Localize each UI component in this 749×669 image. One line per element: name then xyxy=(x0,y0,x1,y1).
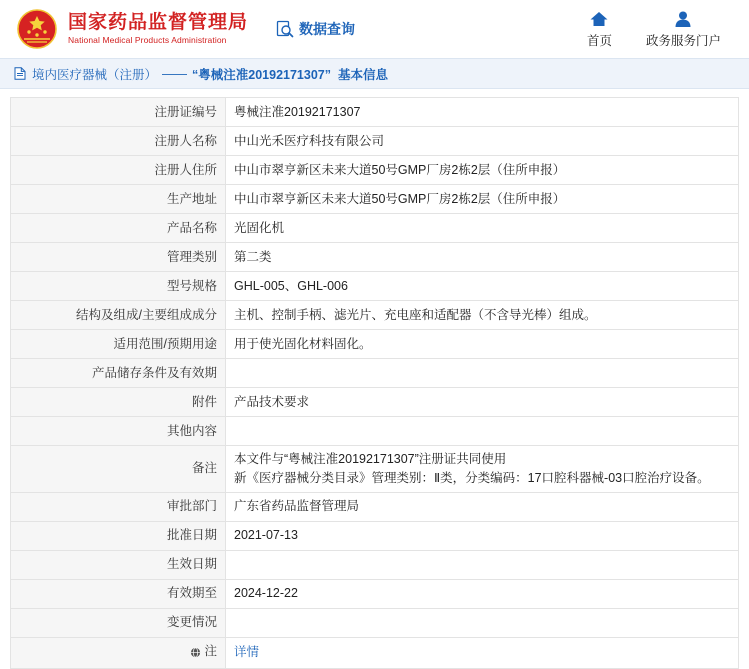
table-row xyxy=(11,301,739,330)
row-label: 变更情况 xyxy=(11,608,226,637)
row-value xyxy=(226,521,739,550)
row-value xyxy=(226,243,739,272)
row-value-line: 2021-07-13 xyxy=(234,528,298,543)
top-nav xyxy=(587,10,733,49)
row-label: 管理类别 xyxy=(11,243,226,272)
table-row xyxy=(11,98,739,127)
site-header xyxy=(0,0,749,58)
row-label: 结构及组成/主要组成成分 xyxy=(11,301,226,330)
row-value-line: 用于使光固化材料固化。 xyxy=(234,336,372,351)
table-row xyxy=(11,579,739,608)
row-label: 注册人名称 xyxy=(11,127,226,156)
row-value-line: 光固化机 xyxy=(234,220,285,235)
breadcrumb xyxy=(0,58,749,89)
table-row xyxy=(11,330,739,359)
row-value-line: 产品技术要求 xyxy=(234,394,310,409)
row-label: 注册人住所 xyxy=(11,156,226,185)
breadcrumb-current: 基本信息 xyxy=(338,67,389,82)
table-row xyxy=(11,492,739,521)
row-label: 备注 xyxy=(11,446,226,493)
row-label: 其他内容 xyxy=(11,417,226,446)
row-value-line: 中山市翠亨新区未来大道50号GMP厂房2栋2层（住所申报） xyxy=(234,191,566,206)
table-row xyxy=(11,214,739,243)
globe-icon xyxy=(190,645,201,656)
home-icon xyxy=(589,10,609,28)
breadcrumb-section[interactable]: 境内医疗器械（注册） xyxy=(32,67,158,82)
nav-item-portal[interactable] xyxy=(646,10,721,49)
row-value-line: 中山市翠亨新区未来大道50号GMP厂房2栋2层（住所申报） xyxy=(234,162,566,177)
row-label: 批准日期 xyxy=(11,521,226,550)
nav-label-home: 首页 xyxy=(586,33,612,48)
row-value xyxy=(226,98,739,127)
row-label: 附件 xyxy=(11,388,226,417)
detail-link[interactable]: 详情 xyxy=(234,645,260,660)
row-value xyxy=(226,417,739,446)
org-name-cn: 国家药品监督管理局 xyxy=(68,11,249,33)
breadcrumb-separator: —— xyxy=(162,66,188,81)
table-row xyxy=(11,359,739,388)
row-label: 注册证编号 xyxy=(11,98,226,127)
table-row xyxy=(11,272,739,301)
row-value xyxy=(226,330,739,359)
row-value-line: 第二类 xyxy=(234,249,272,264)
row-value xyxy=(226,579,739,608)
table-row xyxy=(11,243,739,272)
data-query-label: 数据查询 xyxy=(299,21,356,37)
note-label-cell xyxy=(11,637,226,669)
row-label: 生效日期 xyxy=(11,550,226,579)
row-value-line: 本文件与“粤械注准20192171307”注册证共同使用 xyxy=(234,452,507,466)
row-value xyxy=(226,550,739,579)
row-value xyxy=(226,185,739,214)
table-row xyxy=(11,388,739,417)
search-document-icon xyxy=(276,20,294,38)
note-label-text: 注 xyxy=(204,643,217,658)
row-value xyxy=(226,359,739,388)
registration-info-table-wrapper xyxy=(0,89,749,669)
row-value-line: 广东省药品监督管理局 xyxy=(234,499,360,514)
row-value-line: GHL-005、GHL-006 xyxy=(234,278,348,293)
table-row xyxy=(11,446,739,493)
row-value xyxy=(226,156,739,185)
data-query-button[interactable] xyxy=(276,19,355,39)
row-value xyxy=(226,272,739,301)
table-row xyxy=(11,521,739,550)
user-portal-icon xyxy=(673,10,693,28)
note-value-cell xyxy=(226,637,739,669)
table-row xyxy=(11,185,739,214)
row-value-line: 主机、控制手柄、滤光片、充电座和适配器（不含导光棒）组成。 xyxy=(234,307,597,322)
row-value xyxy=(226,608,739,637)
row-label: 产品储存条件及有效期 xyxy=(11,359,226,388)
document-icon xyxy=(14,67,26,80)
row-value xyxy=(226,492,739,521)
nav-item-home[interactable] xyxy=(587,10,612,49)
table-row xyxy=(11,127,739,156)
row-value-line: 2024-12-22 xyxy=(234,586,298,601)
row-value xyxy=(226,214,739,243)
table-row xyxy=(11,417,739,446)
row-label: 适用范围/预期用途 xyxy=(11,330,226,359)
row-value xyxy=(226,301,739,330)
row-value xyxy=(226,388,739,417)
row-value xyxy=(226,127,739,156)
org-name-en: National Medical Products Administration xyxy=(68,35,227,46)
row-label: 有效期至 xyxy=(11,579,226,608)
row-label: 审批部门 xyxy=(11,492,226,521)
nav-label-portal: 政务服务门户 xyxy=(645,33,721,48)
row-value xyxy=(226,446,739,493)
row-label: 产品名称 xyxy=(11,214,226,243)
row-label: 生产地址 xyxy=(11,185,226,214)
table-row-note xyxy=(11,637,739,669)
table-row xyxy=(11,550,739,579)
row-value-line: 粤械注准20192171307 xyxy=(234,104,361,119)
site-brand xyxy=(68,12,248,47)
row-value-line: 中山光禾医疗科技有限公司 xyxy=(234,133,385,148)
registration-info-table xyxy=(10,97,739,669)
row-label: 型号规格 xyxy=(11,272,226,301)
row-value-line: 新《医疗器械分类目录》管理类别：Ⅱ类，分类编码：17口腔科器械-03口腔治疗设备。 xyxy=(234,470,710,485)
table-row xyxy=(11,608,739,637)
table-body xyxy=(11,98,739,669)
breadcrumb-code: “粤械注准20192171307” xyxy=(192,67,331,82)
table-row xyxy=(11,156,739,185)
national-emblem-icon xyxy=(16,8,58,50)
